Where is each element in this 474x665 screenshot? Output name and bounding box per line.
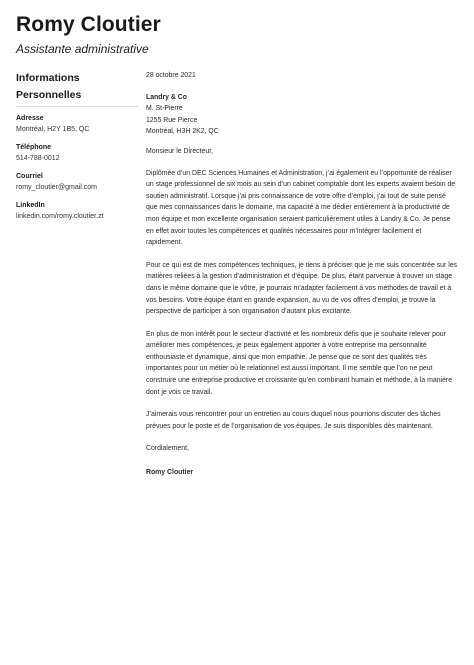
linkedin-block bbox=[16, 200, 138, 223]
letter-closing: Cordialement, bbox=[146, 445, 189, 453]
phone-label: Téléphone bbox=[16, 144, 52, 151]
personal-info-sidebar bbox=[16, 70, 138, 229]
linkedin-value: linkedin.com/romy.cloutier.zt bbox=[16, 213, 104, 220]
recipient-street: 1255 Rue Pierce bbox=[146, 116, 198, 124]
applicant-role: Assistante administrative bbox=[16, 42, 149, 56]
recipient-company: Landry & Co bbox=[146, 93, 187, 101]
letter-date: 28 octobre 2021 bbox=[146, 72, 196, 79]
salutation: Monsieur le Directeur, bbox=[146, 147, 214, 155]
letter-paragraph: Pour ce qui est de mes compétences techniques, je tiens à préciser que je me suis concentrée sur les matières reliées à la gestion d’administration et d’équipe. De plus, étant parvenue à trouver un stage dans le même domaine que le vôtre, je pourrais m’adapter facilement à vos méthodes de travail et à vos besoins. Votre équipe étant en grande expansion, au vu de vos offres d’emploi, je trouve la perspective de participer à son organisation d’autant plus excitante. bbox=[146, 261, 458, 316]
recipient-city: Montréal, H3H 2K2, QC bbox=[146, 128, 219, 136]
letter-body bbox=[146, 70, 458, 479]
address-value: Montréal, H2Y 1B5, QC bbox=[16, 126, 90, 133]
letter-paragraph: J’aimerais vous rencontrer pour un entretien au cours duquel nous pourrions discuter des tâches prévues pour le poste et de l’organisation de vos équipes. Je suis disponibles dès maintenant. bbox=[146, 411, 441, 430]
resume-header bbox=[16, 12, 161, 56]
address-block bbox=[16, 113, 138, 136]
email-label: Courriel bbox=[16, 173, 43, 180]
linkedin-label: LinkedIn bbox=[16, 202, 45, 209]
applicant-name: Romy Cloutier bbox=[16, 13, 161, 36]
sidebar-title-line2: Personnelles bbox=[16, 89, 82, 101]
email-value: romy_cloutier@gmail.com bbox=[16, 184, 98, 191]
recipient-block bbox=[146, 92, 458, 138]
recipient-contact: M. St-Pierre bbox=[146, 105, 183, 113]
email-block bbox=[16, 171, 138, 194]
phone-block bbox=[16, 142, 138, 165]
letter-signature: Romy Cloutier bbox=[146, 469, 194, 477]
sidebar-title-line1: Informations bbox=[16, 72, 80, 84]
phone-value: 514-788-0012 bbox=[16, 155, 60, 162]
letter-paragraph: Diplômée d’un DEC Sciences Humaines et Administration, j’ai également eu l’opportunité de réaliser un stage professionnel de six mois au sein d’un cabinet comptable dont les experts avaient besoin de soutien administratif. Lorsque j’ai pris connaissance de votre offre d’emploi, j’ai tout de suite pensé que mes connaissances dans le domaine, ma capacité à me dédier entièrement à la productivité de mon équipe et mon excellente organisation seraient particulièrement utiles à Landry & Co. Je pense en effet avoir toutes les compétences et qualités nécessaires pour m’intégrer facilement et rapidement. bbox=[146, 169, 456, 247]
address-label: Adresse bbox=[16, 115, 44, 122]
letter-paragraph: En plus de mon intérêt pour le secteur d’activité et les nombreux défis que je souhaite relever pour améliorer mes compétences, je peux également apporter à votre entreprise ma personnalité enthousiaste et dynamique, ainsi que mon empathie. Je pense que ce sont des qualités très importantes pour un métier où le relationnel est aussi important. Il me semble que l’on ne peut construire une entreprise productive et croissante qu’en combinant humain et méthode, à la manière dont je vois ce travail. bbox=[146, 330, 453, 396]
sidebar-title bbox=[16, 70, 138, 107]
